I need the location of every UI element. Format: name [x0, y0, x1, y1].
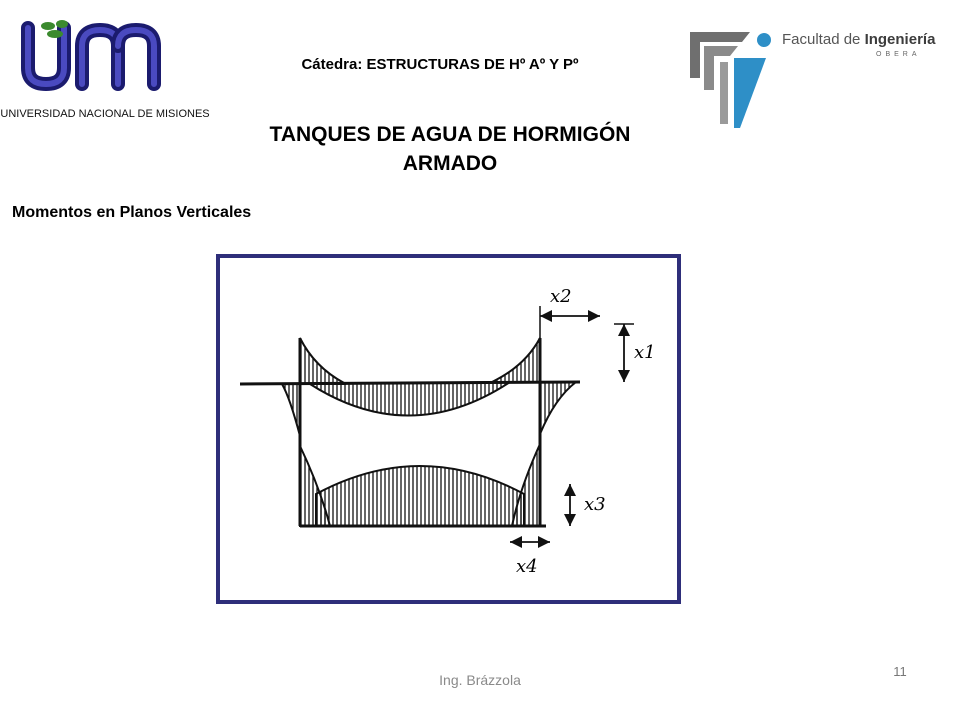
- slide-title: TANQUES DE AGUA DE HORMIGÓN ARMADO: [269, 123, 631, 175]
- bottom-slab-moment: [316, 466, 524, 526]
- label-x2: x2: [550, 286, 572, 307]
- label-x4: x4: [516, 556, 538, 577]
- section-heading: Momentos en Planos Verticales: [12, 204, 252, 221]
- moment-diagram-frame: [216, 254, 681, 604]
- top-slab-moment: [310, 382, 510, 416]
- label-x3: x3: [584, 494, 606, 515]
- faculty-location: OBERA: [876, 51, 921, 58]
- left-wall-top-moment: [282, 384, 300, 436]
- page-number: 11: [893, 664, 907, 679]
- unam-logo: [18, 16, 180, 94]
- top-right-corner-moment: [492, 338, 540, 382]
- right-wall-top-moment: [540, 382, 576, 434]
- label-x1: x1: [634, 342, 656, 363]
- university-name: UNIVERSIDAD NACIONAL DE MISIONES: [0, 108, 210, 120]
- author-footer: Ing. Brázzola: [439, 672, 521, 688]
- catedra-label: Cátedra: ESTRUCTURAS DE Hº Aº Y Pº: [301, 56, 579, 73]
- top-left-corner-moment: [300, 338, 346, 384]
- faculty-name: Facultad de Ingeniería: [782, 31, 936, 48]
- moment-diagram: [220, 258, 677, 600]
